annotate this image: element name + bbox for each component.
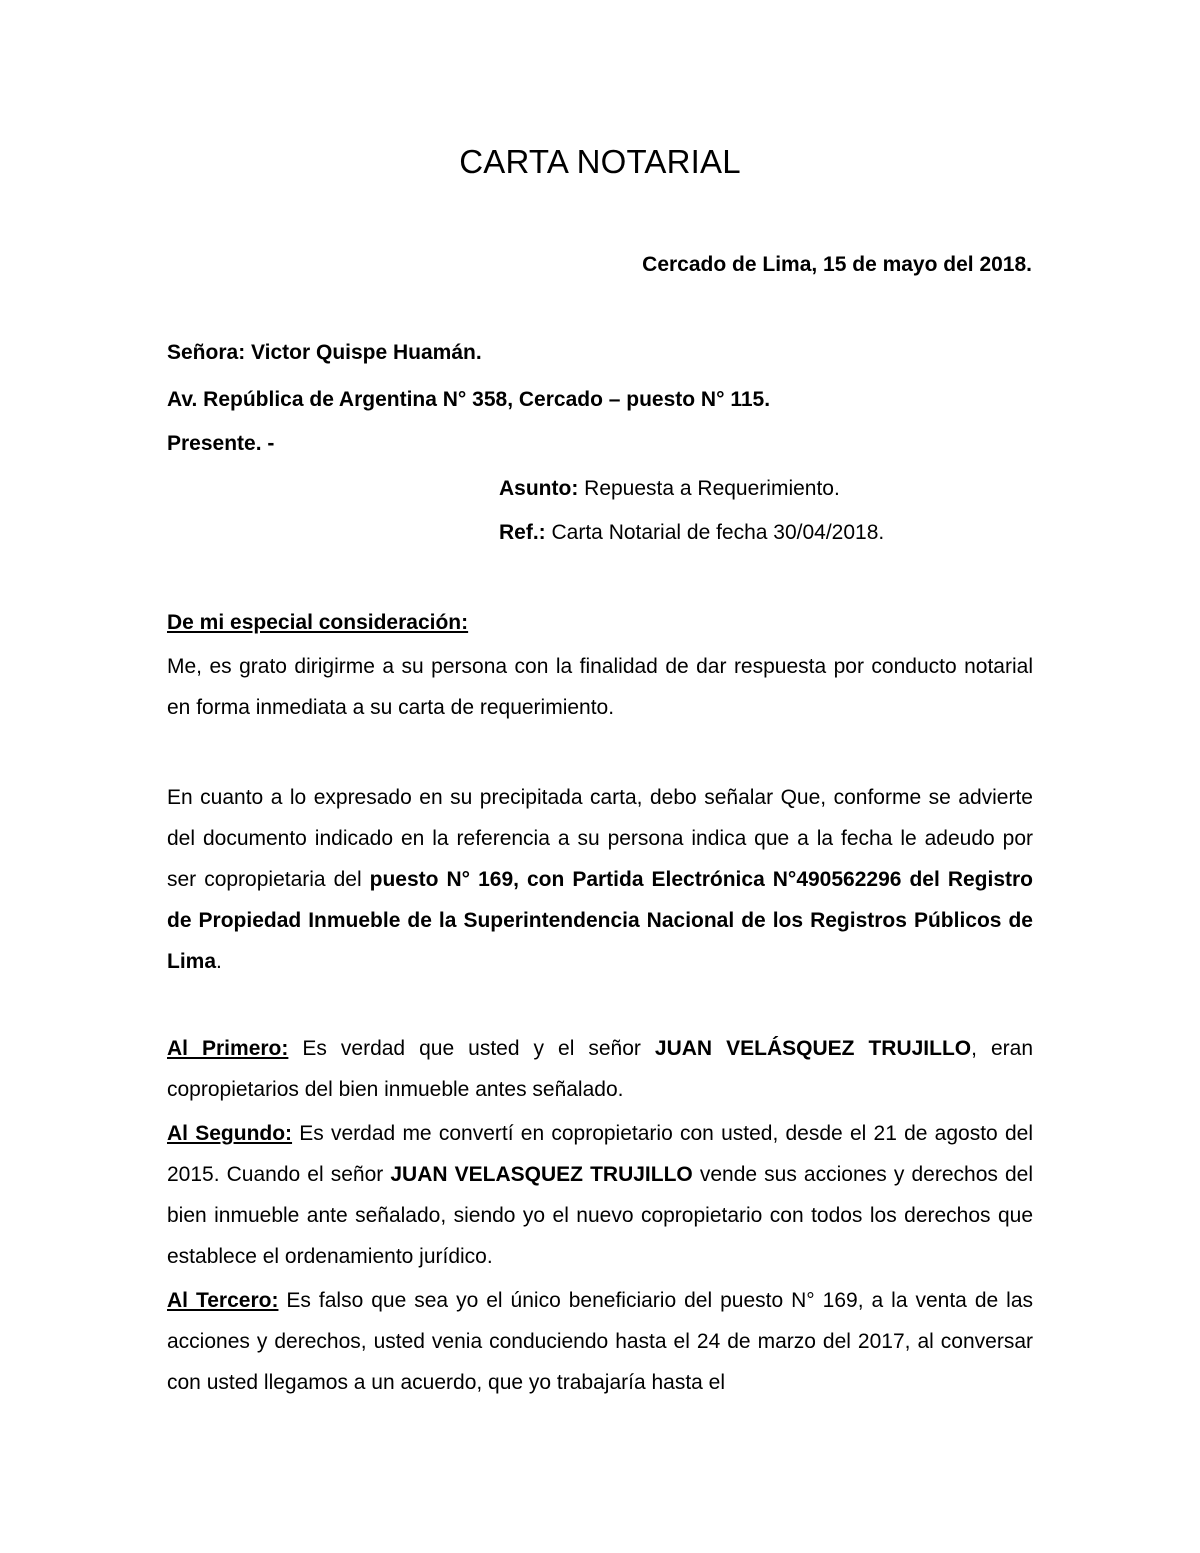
asunto-line [499, 477, 840, 501]
segundo-label: Al Segundo: [167, 1122, 293, 1145]
segundo-text-1: Es verdad me convertí en copropietario con usted, desde el 21 de agosto del 2015. Cuando el señor [167, 1122, 1033, 1186]
tercero-text-1: Es falso que sea yo el único beneficiario del puesto N° 169, a la venta de las acciones y derechos, usted venia conduciendo hasta el 24 de marzo del 2017, al conversar con usted llegamos a un acuerdo, que yo trabajaría hasta el [167, 1289, 1033, 1394]
primero-label: Al Primero: [167, 1037, 289, 1060]
recipient-address: Av. República de Argentina N° 358, Cercado – puesto N° 115. [167, 388, 771, 411]
document-title: CARTA NOTARIAL [459, 143, 741, 180]
ref-label: Ref.: [499, 521, 546, 544]
primero-text-2: , eran copropietarios del bien inmueble antes señalado. [167, 1037, 1033, 1101]
ref-value: Carta Notarial de fecha 30/04/2018. [545, 521, 885, 544]
paragraph-2-text-2: . [216, 950, 222, 973]
primero-paragraph [167, 1028, 1033, 1110]
intro-paragraph: Me, es grato dirigirme a su persona con la finalidad de dar respuesta por conducto notarial en forma inmediata a su carta de requerimiento. [167, 655, 1033, 719]
segundo-bold: JUAN VELASQUEZ TRUJILLO [390, 1163, 693, 1186]
paragraph-2 [167, 777, 1033, 982]
primero-bold: JUAN VELÁSQUEZ TRUJILLO [654, 1037, 972, 1060]
recipient-presente: Presente. - [167, 432, 275, 455]
salutation [167, 602, 1033, 643]
primero-text-1: Es verdad que usted y el señor [288, 1037, 655, 1060]
asunto-value: Repuesta a Requerimiento. [578, 477, 840, 500]
segundo-text-2: vende sus acciones y derechos del bien inmueble ante señalado, siendo yo el nuevo copropietario con todos los derechos que establece el ordenamiento jurídico. [167, 1163, 1034, 1268]
salutation-text: De mi especial consideración: [167, 611, 469, 634]
ref-line [499, 521, 884, 545]
document-date: Cercado de Lima, 15 de mayo del 2018. [642, 253, 1032, 276]
tercero-label: Al Tercero: [167, 1289, 279, 1312]
recipient-name: Señora: Victor Quispe Huamán. [167, 341, 482, 364]
paragraph-2-bold: puesto N° 169, con Partida Electrónica N°490562296 del Registro de Propiedad Inmueble de la Superintendencia Nacional de los Registros Públicos de Lima [167, 868, 1033, 973]
asunto-label: Asunto: [499, 477, 579, 500]
segundo-paragraph [167, 1113, 1033, 1277]
paragraph-2-text-1: En cuanto a lo expresado en su precipitada carta, debo señalar Que, conforme se advierte del documento indicado en la referencia a su persona indica que a la fecha le adeudo por ser copropietaria del [167, 786, 1033, 891]
tercero-paragraph [167, 1280, 1033, 1403]
